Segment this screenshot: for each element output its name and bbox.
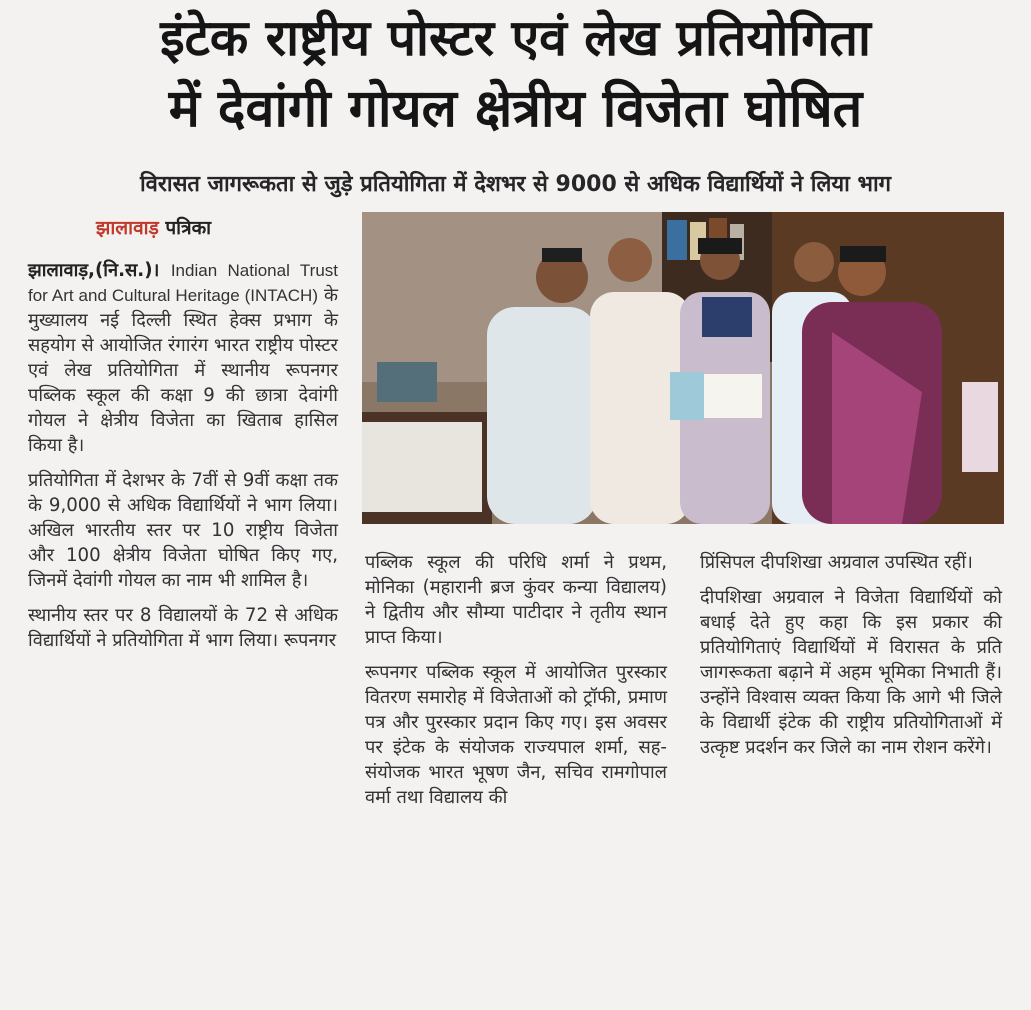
col2-paragraph-2: रूपनगर पब्लिक स्कूल में आयोजित पुरस्कार वितरण समारोह में विजेताओं को ट्रॉफी, प्रमाण पत्र और पुरस्कार प्रदान किए गए। इस अवसर पर इंटेक के संयोजक राज्यपाल शर्मा, सह-संयोजक भारत भूषण जैन, सचिव रामगोपाल वर्मा तथा विद्यालय की bbox=[365, 662, 667, 808]
column-1 bbox=[28, 258, 338, 663]
award-ceremony-photo bbox=[362, 212, 1004, 524]
headline-line-1: इंटेक राष्ट्रीय पोस्टर एवं लेख प्रतियोगिता bbox=[160, 9, 871, 67]
byline-city: झालावाड़ bbox=[96, 217, 159, 239]
col1-paragraph-3: स्थानीय स्तर पर 8 विद्यालयों के 72 से अधिक विद्यार्थियों ने प्रतियोगिता में भाग लिया। रूपनगर bbox=[28, 605, 338, 651]
headline-line-2: में देवांगी गोयल क्षेत्रीय विजेता घोषित bbox=[168, 79, 863, 139]
column-2 bbox=[365, 550, 667, 820]
dateline: झालावाड़,(नि.स.)। bbox=[28, 260, 160, 281]
column-3 bbox=[700, 550, 1002, 770]
intach-name: Indian National Trust for Art and Cultural Heritage (INTACH) bbox=[28, 261, 338, 305]
col1-paragraph-1-text: के मुख्यालय नई दिल्ली स्थित हेक्स प्रभाग के सहयोग से आयोजित रंगारंग भारत राष्ट्रीय पोस्टर एवं लेख प्रतियोगिता में स्थानीय रूपनगर पब्लिक स्कूल की कक्षा 9 की छात्रा देवांगी गोयल ने क्षेत्रीय विजेता का खिताब हासिल किया है। bbox=[28, 285, 338, 456]
photo-illustration bbox=[362, 212, 1004, 524]
col1-paragraph-1 bbox=[28, 258, 338, 458]
col3-paragraph-1: प्रिंसिपल दीपशिखा अग्रवाल उपस्थित रहीं। bbox=[700, 552, 973, 573]
col3-paragraph-2: दीपशिखा अग्रवाल ने विजेता विद्यार्थियों को बधाई देते हुए कहा कि इस प्रकार की प्रतियोगिताएं विद्यार्थियों में विरासत के प्रति जागरूकता बढ़ाने में अहम भूमिका निभाती हैं। उन्होंने विश्वास व्यक्त किया कि आगे भी जिले के विद्यार्थी इंटेक की राष्ट्रीय प्रतियोगिताओं में उत्कृष्ट प्रदर्शन कर जिले का नाम रोशन करेंगे। bbox=[700, 587, 1002, 758]
byline-paper: पत्रिका bbox=[165, 217, 212, 239]
byline bbox=[96, 214, 211, 240]
subheadline: विरासत जागरूकता से जुड़े प्रतियोगिता में देशभर से 9000 से अधिक विद्यार्थियों ने लिया भाग bbox=[139, 172, 892, 197]
col2-paragraph-1: पब्लिक स्कूल की परिधि शर्मा ने प्रथम, मोनिका (महारानी ब्रज कुंवर कन्या विद्यालय) ने द्वितीय और सौम्या पाटीदार ने तृतीय स्थान प्राप्त किया। bbox=[365, 552, 667, 648]
col1-paragraph-2: प्रतियोगिता में देशभर के 7वीं से 9वीं कक्षा तक के 9,000 से अधिक विद्यार्थियों ने भाग लिया। अखिल भारतीय स्तर पर 10 राष्ट्रीय विजेता और 100 क्षेत्रीय विजेता घोषित किए गए, जिनमें देवांगी गोयल का नाम भी शामिल है। bbox=[28, 470, 338, 591]
